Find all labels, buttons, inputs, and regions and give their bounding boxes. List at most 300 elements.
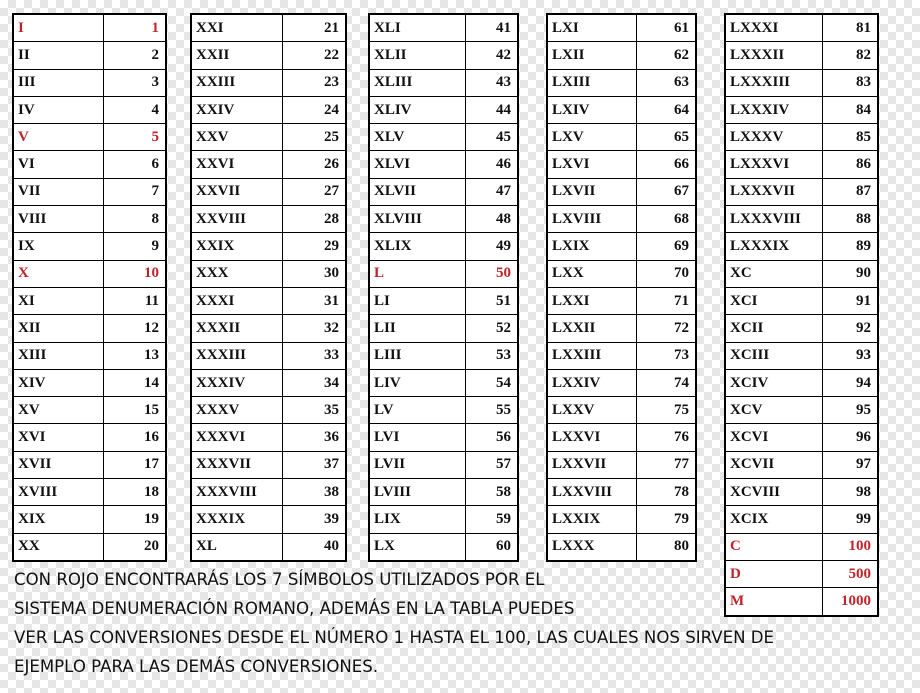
roman-numeral-cell: LXXIII [547, 342, 636, 369]
arabic-number-cell: 82 [822, 42, 878, 69]
arabic-number-cell: 25 [282, 124, 346, 151]
roman-numeral-cell: XXVIII [191, 206, 282, 233]
arabic-number-cell: 75 [636, 397, 696, 424]
arabic-number-cell: 38 [282, 479, 346, 506]
arabic-number-cell: 12 [103, 315, 166, 342]
table-row [725, 42, 878, 69]
roman-numeral-cell: XCIII [725, 342, 822, 369]
table-row [369, 178, 518, 205]
arabic-number-cell: 14 [103, 369, 166, 396]
roman-numeral-cell: XXXVIII [191, 479, 282, 506]
arabic-number-cell: 81 [822, 14, 878, 42]
arabic-number-cell: 78 [636, 479, 696, 506]
roman-numeral-cell: VII [13, 178, 103, 205]
arabic-number-cell: 57 [465, 451, 518, 478]
arabic-number-cell: 74 [636, 369, 696, 396]
arabic-number-cell: 59 [465, 506, 518, 533]
arabic-number-cell: 16 [103, 424, 166, 451]
table-row [13, 451, 166, 478]
roman-numeral-cell: LXXXIII [725, 69, 822, 96]
arabic-number-cell: 46 [465, 151, 518, 178]
table-row [191, 287, 346, 314]
arabic-number-cell: 3 [103, 69, 166, 96]
arabic-number-cell: 4 [103, 96, 166, 123]
roman-numeral-cell: XLVIII [369, 206, 465, 233]
arabic-number-cell: 34 [282, 369, 346, 396]
table-row [191, 96, 346, 123]
roman-numeral-cell: XX [13, 533, 103, 561]
roman-numeral-cell: LXX [547, 260, 636, 287]
arabic-number-cell: 72 [636, 315, 696, 342]
table-row [191, 151, 346, 178]
arabic-number-cell: 9 [103, 233, 166, 260]
note-line: VER LAS CONVERSIONES DESDE EL NÚMERO 1 HASTA EL 100, LAS CUALES NOS SIRVEN DE [14, 628, 775, 647]
table-row [725, 369, 878, 396]
arabic-number-cell: 94 [822, 369, 878, 396]
table-row [725, 506, 878, 533]
roman-numeral-cell: XXXVI [191, 424, 282, 451]
arabic-number-cell: 58 [465, 479, 518, 506]
roman-numeral-cell: XCI [725, 287, 822, 314]
arabic-number-cell: 23 [282, 69, 346, 96]
arabic-number-cell: 6 [103, 151, 166, 178]
arabic-number-cell: 19 [103, 506, 166, 533]
roman-numeral-cell: LXXX [547, 533, 636, 561]
roman-numeral-cell: XXXV [191, 397, 282, 424]
roman-numeral-cell: LVI [369, 424, 465, 451]
arabic-number-cell: 76 [636, 424, 696, 451]
table-row [191, 233, 346, 260]
roman-numeral-cell: XIII [13, 342, 103, 369]
note-line: SISTEMA DENUMERACIÓN ROMANO, ADEMÁS EN LA TABLA PUEDES [14, 599, 575, 618]
table-row [369, 342, 518, 369]
roman-numeral-cell: II [13, 42, 103, 69]
roman-numeral-cell: XXXIV [191, 369, 282, 396]
note-line: EJEMPLO PARA LAS DEMÁS CONVERSIONES. [14, 657, 379, 676]
roman-numeral-cell: XCVII [725, 451, 822, 478]
table-row [13, 124, 166, 151]
roman-numeral-cell: XLIX [369, 233, 465, 260]
arabic-number-cell: 100 [822, 533, 878, 560]
table-row [547, 533, 696, 561]
table-row [369, 506, 518, 533]
arabic-number-cell: 66 [636, 151, 696, 178]
table-row [191, 342, 346, 369]
arabic-number-cell: 43 [465, 69, 518, 96]
arabic-number-cell: 89 [822, 233, 878, 260]
table-row [369, 206, 518, 233]
roman-numeral-cell: LXXXIX [725, 233, 822, 260]
arabic-number-cell: 61 [636, 14, 696, 42]
table-row [547, 260, 696, 287]
arabic-number-cell: 68 [636, 206, 696, 233]
table-row [369, 369, 518, 396]
table-row [369, 233, 518, 260]
roman-numeral-cell: LIV [369, 369, 465, 396]
roman-numeral-cell: LXXXVI [725, 151, 822, 178]
arabic-number-cell: 87 [822, 178, 878, 205]
arabic-number-cell: 91 [822, 287, 878, 314]
table-row [191, 369, 346, 396]
table-row [547, 506, 696, 533]
roman-numeral-cell: D [725, 560, 822, 587]
roman-numeral-cell: LXIII [547, 69, 636, 96]
arabic-number-cell: 20 [103, 533, 166, 561]
roman-numeral-cell: LXVII [547, 178, 636, 205]
roman-numeral-cell: XLV [369, 124, 465, 151]
roman-numeral-cell: XVII [13, 451, 103, 478]
table-row [547, 42, 696, 69]
roman-numeral-cell: XXVI [191, 151, 282, 178]
arabic-number-cell: 24 [282, 96, 346, 123]
table-row [369, 124, 518, 151]
roman-numeral-cell: XXIII [191, 69, 282, 96]
arabic-number-cell: 98 [822, 479, 878, 506]
roman-numeral-cell: M [725, 588, 822, 616]
table-row [547, 233, 696, 260]
arabic-number-cell: 17 [103, 451, 166, 478]
table-row [369, 260, 518, 287]
arabic-number-cell: 95 [822, 397, 878, 424]
roman-numeral-cell: XCII [725, 315, 822, 342]
arabic-number-cell: 18 [103, 479, 166, 506]
arabic-number-cell: 27 [282, 178, 346, 205]
roman-numeral-cell: L [369, 260, 465, 287]
roman-numeral-cell: LXXI [547, 287, 636, 314]
roman-table-81-1000 [724, 13, 879, 617]
roman-table-61-80 [546, 13, 697, 562]
roman-numeral-cell: C [725, 533, 822, 560]
arabic-number-cell: 50 [465, 260, 518, 287]
roman-table-21-40 [190, 13, 347, 562]
roman-numeral-cell: X [13, 260, 103, 287]
roman-numeral-cell: LXXXV [725, 124, 822, 151]
table-row [13, 260, 166, 287]
roman-table-1-20 [12, 13, 167, 562]
roman-numeral-cell: XLII [369, 42, 465, 69]
arabic-number-cell: 33 [282, 342, 346, 369]
table-row [725, 260, 878, 287]
arabic-number-cell: 21 [282, 14, 346, 42]
arabic-number-cell: 67 [636, 178, 696, 205]
roman-numeral-cell: LXXXI [725, 14, 822, 42]
arabic-number-cell: 64 [636, 96, 696, 123]
table-row [191, 397, 346, 424]
table-row [725, 397, 878, 424]
arabic-number-cell: 45 [465, 124, 518, 151]
arabic-number-cell: 62 [636, 42, 696, 69]
roman-numeral-cell: LXIX [547, 233, 636, 260]
roman-numeral-cell: LXXIX [547, 506, 636, 533]
table-row [369, 533, 518, 561]
table-row [13, 287, 166, 314]
table-row [369, 42, 518, 69]
table-row [13, 342, 166, 369]
table-row [369, 96, 518, 123]
table-row [13, 533, 166, 561]
arabic-number-cell: 2 [103, 42, 166, 69]
table-row [547, 124, 696, 151]
table-row [13, 424, 166, 451]
arabic-number-cell: 31 [282, 287, 346, 314]
table-row [725, 424, 878, 451]
table-row [547, 342, 696, 369]
table-row [725, 178, 878, 205]
table-row [191, 424, 346, 451]
arabic-number-cell: 5 [103, 124, 166, 151]
arabic-number-cell: 26 [282, 151, 346, 178]
arabic-number-cell: 29 [282, 233, 346, 260]
roman-numeral-cell: LXXIV [547, 369, 636, 396]
arabic-number-cell: 30 [282, 260, 346, 287]
table-row [191, 206, 346, 233]
table-row [13, 14, 166, 42]
roman-numeral-cell: XCIV [725, 369, 822, 396]
arabic-number-cell: 41 [465, 14, 518, 42]
explanation-note [14, 565, 909, 681]
roman-numeral-cell: IX [13, 233, 103, 260]
table-row [13, 151, 166, 178]
table-row [191, 506, 346, 533]
table-row [13, 96, 166, 123]
table-row [725, 342, 878, 369]
arabic-number-cell: 73 [636, 342, 696, 369]
roman-numeral-cell: XLIV [369, 96, 465, 123]
arabic-number-cell: 96 [822, 424, 878, 451]
roman-numeral-cell: XXXI [191, 287, 282, 314]
roman-numeral-cell: XI [13, 287, 103, 314]
roman-numeral-cell: LXI [547, 14, 636, 42]
roman-numeral-cell: XXVII [191, 178, 282, 205]
roman-numeral-cell: XLIII [369, 69, 465, 96]
table-row [547, 151, 696, 178]
arabic-number-cell: 84 [822, 96, 878, 123]
arabic-number-cell: 39 [282, 506, 346, 533]
table-row [13, 69, 166, 96]
arabic-number-cell: 55 [465, 397, 518, 424]
table-row [191, 533, 346, 561]
table-row [191, 315, 346, 342]
roman-numeral-cell: LXXXIV [725, 96, 822, 123]
arabic-number-cell: 63 [636, 69, 696, 96]
table-row [369, 424, 518, 451]
table-row [725, 287, 878, 314]
roman-numeral-cell: XCVI [725, 424, 822, 451]
arabic-number-cell: 28 [282, 206, 346, 233]
arabic-number-cell: 15 [103, 397, 166, 424]
table-row [191, 14, 346, 42]
roman-numeral-cell: LXXVIII [547, 479, 636, 506]
arabic-number-cell: 97 [822, 451, 878, 478]
arabic-number-cell: 37 [282, 451, 346, 478]
table-row [13, 178, 166, 205]
table-row [369, 479, 518, 506]
roman-numeral-cell: LX [369, 533, 465, 561]
arabic-number-cell: 35 [282, 397, 346, 424]
arabic-number-cell: 93 [822, 342, 878, 369]
roman-numeral-cell: XXXII [191, 315, 282, 342]
roman-numeral-cell: I [13, 14, 103, 42]
table-row [547, 315, 696, 342]
arabic-number-cell: 40 [282, 533, 346, 561]
roman-numeral-cell: LV [369, 397, 465, 424]
roman-numeral-cell: XXIV [191, 96, 282, 123]
table-row [547, 397, 696, 424]
table-row [369, 397, 518, 424]
roman-numeral-cell: LXVIII [547, 206, 636, 233]
arabic-number-cell: 79 [636, 506, 696, 533]
table-row [369, 287, 518, 314]
table-row [191, 178, 346, 205]
table-row [725, 315, 878, 342]
table-row [547, 479, 696, 506]
roman-numeral-cell: LXXVI [547, 424, 636, 451]
table-row [191, 451, 346, 478]
table-row [547, 369, 696, 396]
arabic-number-cell: 11 [103, 287, 166, 314]
table-row [725, 206, 878, 233]
arabic-number-cell: 48 [465, 206, 518, 233]
table-row [369, 451, 518, 478]
arabic-number-cell: 92 [822, 315, 878, 342]
roman-numeral-cell: LI [369, 287, 465, 314]
roman-numeral-cell: LXXXVII [725, 178, 822, 205]
arabic-number-cell: 22 [282, 42, 346, 69]
roman-numeral-cell: LXV [547, 124, 636, 151]
table-row [547, 178, 696, 205]
roman-numeral-cell: XXIX [191, 233, 282, 260]
arabic-number-cell: 60 [465, 533, 518, 561]
arabic-number-cell: 85 [822, 124, 878, 151]
roman-numeral-cell: III [13, 69, 103, 96]
table-row [547, 69, 696, 96]
table-row [547, 424, 696, 451]
table-row [191, 42, 346, 69]
roman-numeral-cell: XIV [13, 369, 103, 396]
table-row [725, 124, 878, 151]
roman-numeral-cell: LXII [547, 42, 636, 69]
table-row [547, 287, 696, 314]
roman-numeral-cell: LII [369, 315, 465, 342]
table-row [725, 533, 878, 560]
table-row [191, 260, 346, 287]
roman-numeral-cell: LVII [369, 451, 465, 478]
table-row [13, 479, 166, 506]
table-row [725, 96, 878, 123]
roman-numeral-cell: XVIII [13, 479, 103, 506]
roman-numeral-cell: LIII [369, 342, 465, 369]
roman-numeral-cell: LXXV [547, 397, 636, 424]
table-row [13, 506, 166, 533]
roman-numeral-cell: VIII [13, 206, 103, 233]
table-row [547, 14, 696, 42]
roman-numeral-cell: XXII [191, 42, 282, 69]
table-row [725, 451, 878, 478]
arabic-number-cell: 13 [103, 342, 166, 369]
arabic-number-cell: 77 [636, 451, 696, 478]
arabic-number-cell: 90 [822, 260, 878, 287]
arabic-number-cell: 42 [465, 42, 518, 69]
table-row [369, 69, 518, 96]
roman-numeral-cell: XLI [369, 14, 465, 42]
table-row [191, 69, 346, 96]
table-row [13, 233, 166, 260]
table-row [725, 479, 878, 506]
roman-numeral-cell: XXI [191, 14, 282, 42]
arabic-number-cell: 86 [822, 151, 878, 178]
roman-numeral-cell: VI [13, 151, 103, 178]
roman-numeral-cell: XV [13, 397, 103, 424]
roman-numeral-cell: XXV [191, 124, 282, 151]
roman-numeral-cell: XCV [725, 397, 822, 424]
arabic-number-cell: 99 [822, 506, 878, 533]
roman-numeral-cell: XVI [13, 424, 103, 451]
table-row [547, 96, 696, 123]
arabic-number-cell: 32 [282, 315, 346, 342]
table-row [191, 124, 346, 151]
roman-numeral-cell: LXXVII [547, 451, 636, 478]
table-row [725, 151, 878, 178]
roman-numeral-cell: XC [725, 260, 822, 287]
roman-numeral-cell: XXXIX [191, 506, 282, 533]
arabic-number-cell: 7 [103, 178, 166, 205]
roman-numeral-cell: XCIX [725, 506, 822, 533]
roman-numeral-cell: IV [13, 96, 103, 123]
table-row [369, 14, 518, 42]
roman-numeral-cell: LIX [369, 506, 465, 533]
arabic-number-cell: 10 [103, 260, 166, 287]
roman-numeral-cell: V [13, 124, 103, 151]
arabic-number-cell: 70 [636, 260, 696, 287]
arabic-number-cell: 52 [465, 315, 518, 342]
arabic-number-cell: 71 [636, 287, 696, 314]
roman-numeral-cell: XCVIII [725, 479, 822, 506]
table-row [725, 69, 878, 96]
table-row [13, 397, 166, 424]
note-line: CON ROJO ENCONTRARÁS LOS 7 SÍMBOLOS UTILIZADOS POR EL [14, 570, 545, 589]
roman-numeral-cell: XXXIII [191, 342, 282, 369]
roman-numeral-cell: XXXVII [191, 451, 282, 478]
table-row [369, 151, 518, 178]
table-row [369, 315, 518, 342]
table-row [13, 315, 166, 342]
arabic-number-cell: 53 [465, 342, 518, 369]
arabic-number-cell: 88 [822, 206, 878, 233]
arabic-number-cell: 1 [103, 14, 166, 42]
arabic-number-cell: 56 [465, 424, 518, 451]
arabic-number-cell: 51 [465, 287, 518, 314]
table-row [725, 14, 878, 42]
arabic-number-cell: 36 [282, 424, 346, 451]
roman-numeral-cell: LVIII [369, 479, 465, 506]
roman-numeral-cell: XLVI [369, 151, 465, 178]
table-row [191, 479, 346, 506]
arabic-number-cell: 1000 [822, 588, 878, 616]
table-row [13, 369, 166, 396]
table-row [547, 451, 696, 478]
roman-numeral-cell: LXVI [547, 151, 636, 178]
roman-numeral-cell: XII [13, 315, 103, 342]
table-row [547, 206, 696, 233]
arabic-number-cell: 54 [465, 369, 518, 396]
roman-numeral-cell: LXIV [547, 96, 636, 123]
arabic-number-cell: 80 [636, 533, 696, 561]
arabic-number-cell: 69 [636, 233, 696, 260]
arabic-number-cell: 44 [465, 96, 518, 123]
roman-table-41-60 [368, 13, 519, 562]
roman-numeral-cell: XIX [13, 506, 103, 533]
arabic-number-cell: 65 [636, 124, 696, 151]
